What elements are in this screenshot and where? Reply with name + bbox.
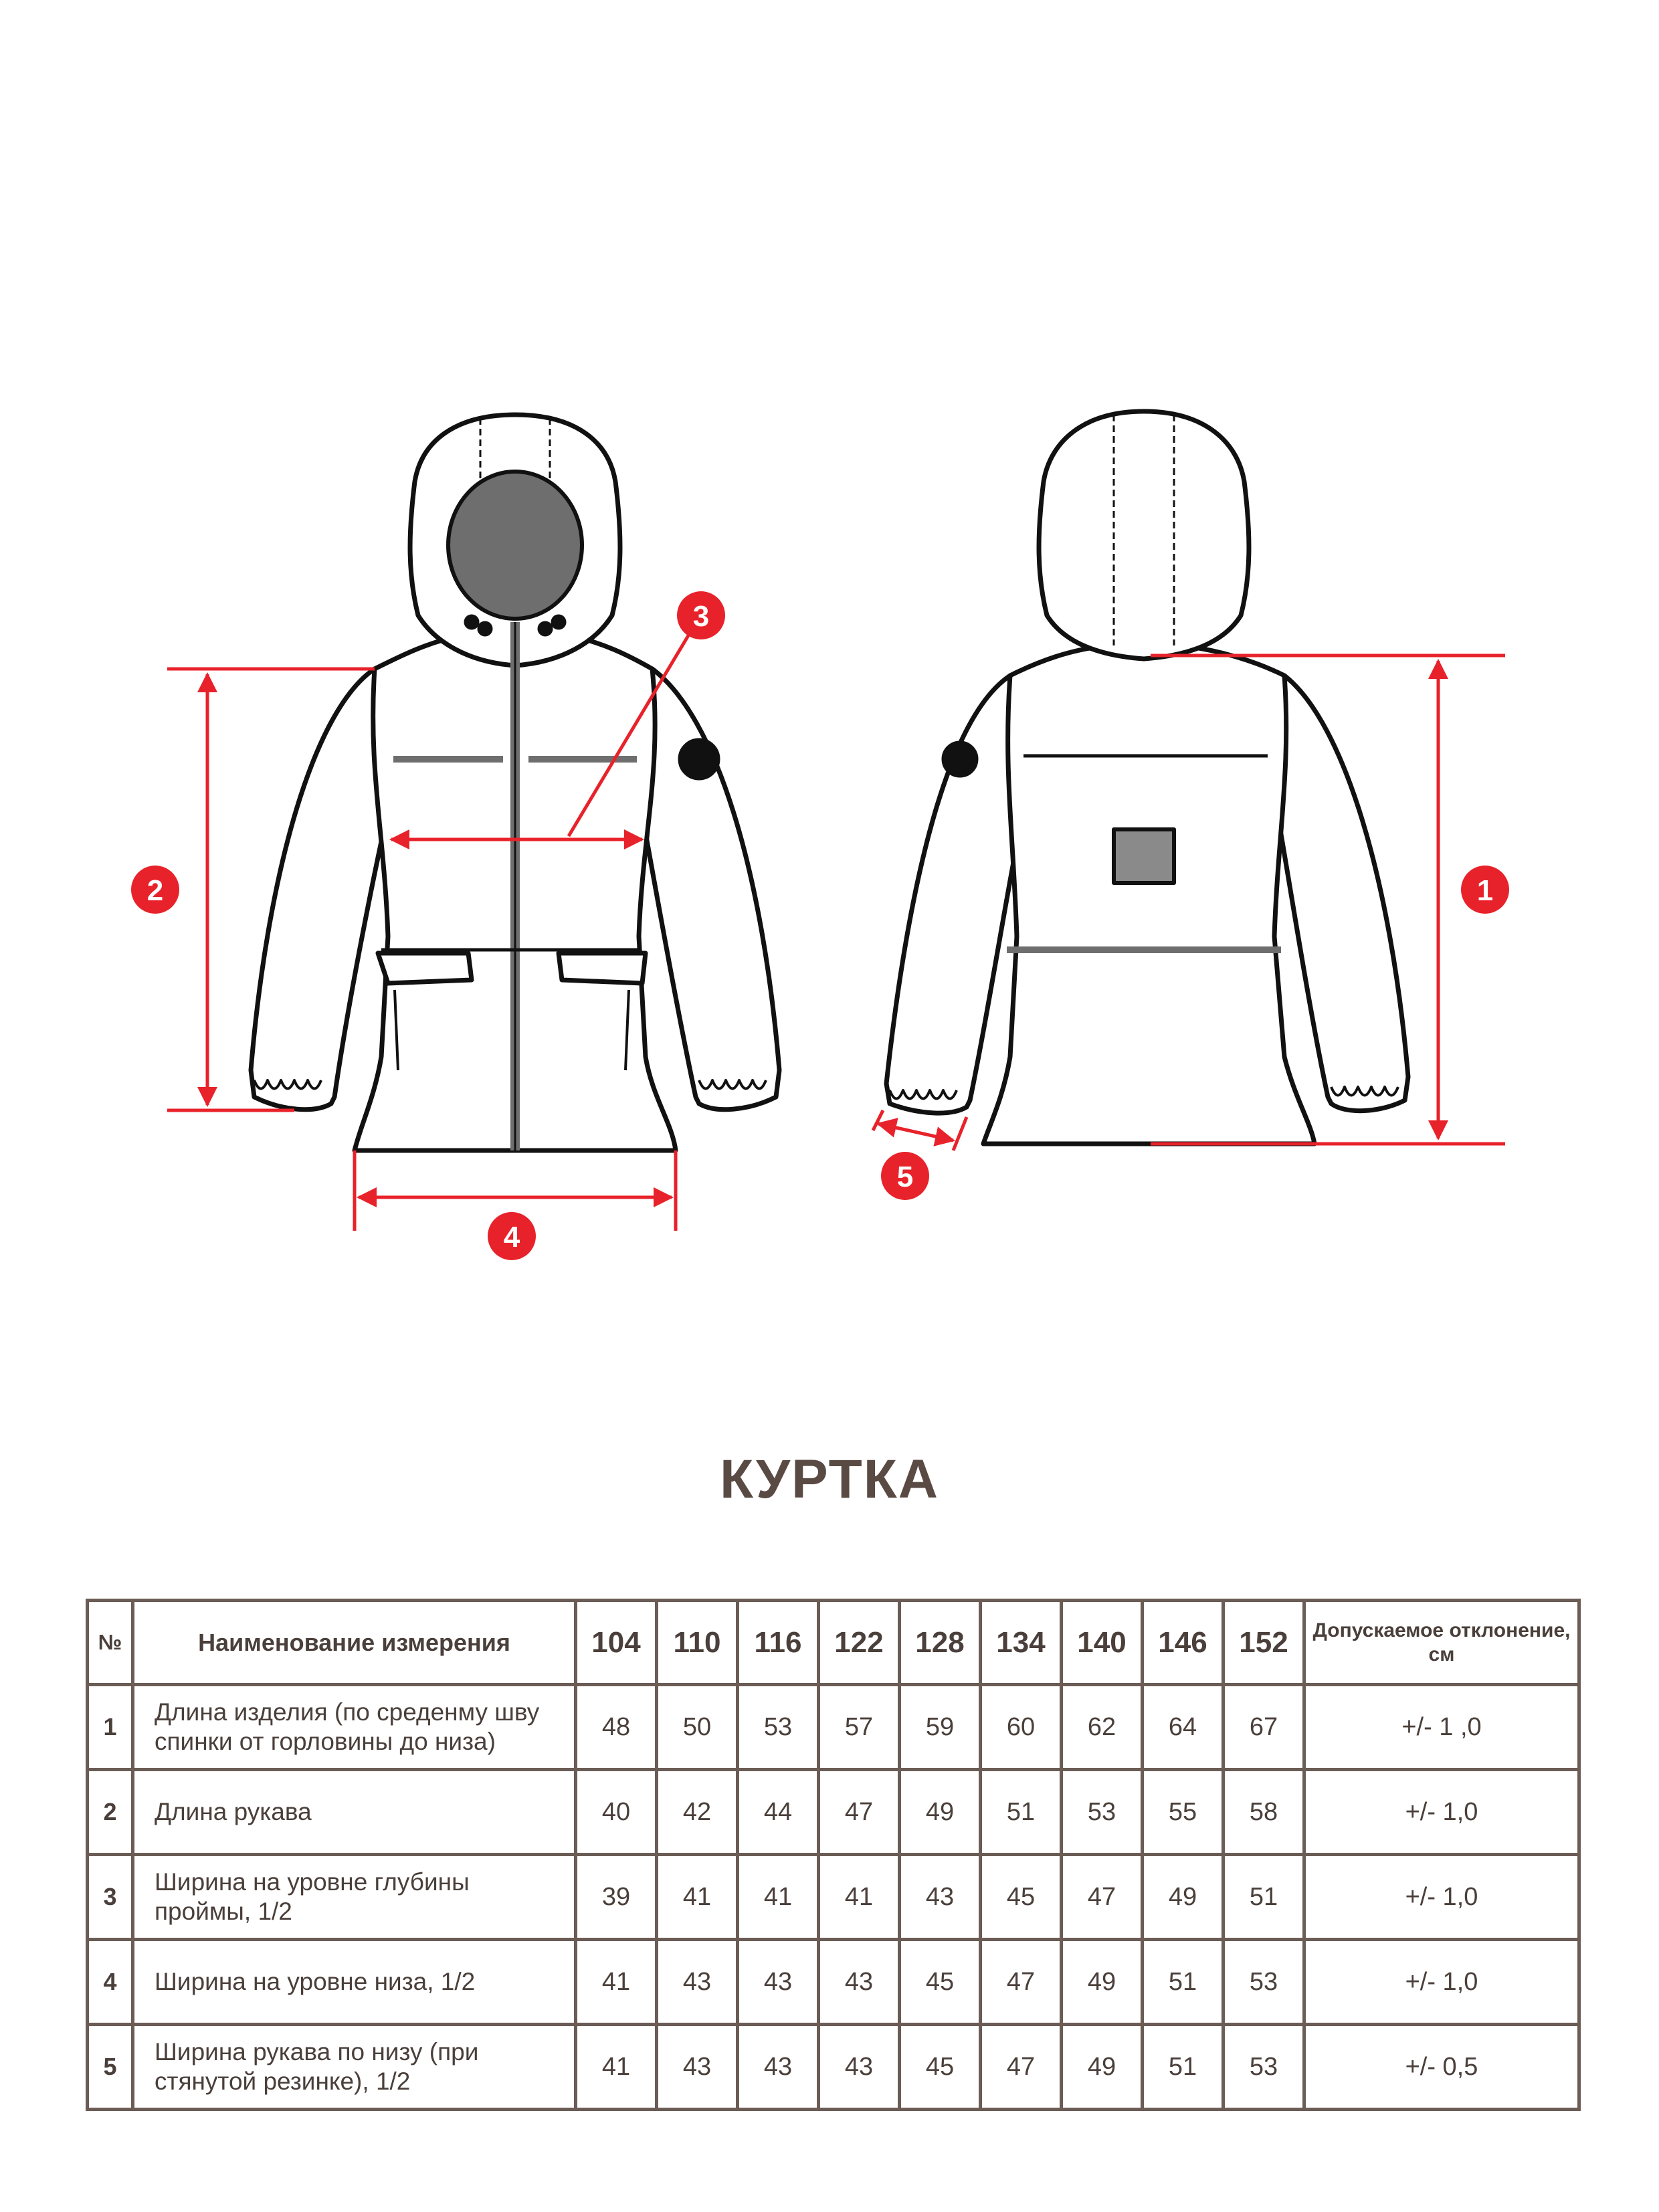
row-value: 59	[900, 1685, 981, 1770]
sleeve-logo-icon	[680, 740, 718, 778]
row-value: 53	[1062, 1770, 1143, 1855]
header-name: Наименование измерения	[133, 1601, 576, 1685]
front-right-sleeve	[639, 669, 779, 1110]
row-value: 51	[981, 1770, 1062, 1855]
row-value: 57	[819, 1685, 900, 1770]
row-num: 1	[88, 1685, 133, 1770]
row-tolerance: +/- 1,0	[1304, 1855, 1579, 1940]
marker-5	[881, 1152, 929, 1200]
row-value: 49	[1062, 1940, 1143, 2025]
jacket-back-view	[886, 411, 1408, 1144]
row-value: 50	[657, 1685, 738, 1770]
table-row	[88, 2025, 1579, 2110]
row-value: 47	[819, 1770, 900, 1855]
row-value: 43	[819, 1940, 900, 2025]
row-value: 53	[1224, 1940, 1304, 2025]
table-row	[88, 1685, 1579, 1770]
row-num: 5	[88, 2025, 133, 2110]
svg-text:3: 3	[692, 600, 710, 633]
row-value: 49	[1143, 1855, 1224, 1940]
row-value: 47	[1062, 1855, 1143, 1940]
row-value: 45	[900, 2025, 981, 2110]
row-tolerance: +/- 1,0	[1304, 1940, 1579, 2025]
row-value: 41	[576, 2025, 657, 2110]
table-header-row	[88, 1601, 1579, 1685]
table-row	[88, 1940, 1579, 2025]
row-name: Ширина на уровне низа, 1/2	[133, 1940, 576, 2025]
hood-opening	[448, 472, 582, 619]
row-value: 51	[1143, 2025, 1224, 2110]
row-value: 51	[1143, 1940, 1224, 2025]
svg-text:2: 2	[147, 874, 164, 907]
row-tolerance: +/- 1 ,0	[1304, 1685, 1579, 1770]
row-value: 42	[657, 1770, 738, 1855]
row-tolerance: +/- 1,0	[1304, 1770, 1579, 1855]
marker-2	[131, 866, 179, 914]
row-value: 41	[738, 1855, 819, 1940]
marker-1	[1461, 866, 1509, 914]
header-tolerance: Допускаемое отклонение, см	[1304, 1601, 1579, 1685]
back-label-patch	[1114, 829, 1174, 883]
header-num: №	[88, 1601, 133, 1685]
row-value: 43	[738, 2025, 819, 2110]
svg-text:4: 4	[503, 1221, 520, 1253]
svg-text:1: 1	[1476, 874, 1494, 907]
row-value: 64	[1143, 1685, 1224, 1770]
page-title: КУРТКА	[719, 1449, 940, 1510]
row-value: 45	[900, 1940, 981, 2025]
row-value: 43	[738, 1940, 819, 2025]
back-sleeve-logo-icon	[944, 743, 976, 775]
row-value: 41	[819, 1855, 900, 1940]
row-value: 43	[657, 1940, 738, 2025]
front-left-sleeve	[251, 669, 391, 1110]
row-tolerance: +/- 0,5	[1304, 2025, 1579, 2110]
row-value: 60	[981, 1685, 1062, 1770]
header-size: 122	[819, 1601, 900, 1685]
row-value: 55	[1143, 1770, 1224, 1855]
row-value: 41	[657, 1855, 738, 1940]
row-value: 39	[576, 1855, 657, 1940]
table-row	[88, 1855, 1579, 1940]
table-row	[88, 1770, 1579, 1855]
header-size: 146	[1143, 1601, 1224, 1685]
header-size: 116	[738, 1601, 819, 1685]
marker-3	[677, 591, 725, 639]
marker-4	[488, 1212, 536, 1260]
row-value: 49	[900, 1770, 981, 1855]
row-value: 53	[738, 1685, 819, 1770]
row-value: 53	[1224, 2025, 1304, 2110]
jacket-front-view	[251, 415, 779, 1150]
header-size: 134	[981, 1601, 1062, 1685]
row-value: 43	[900, 1855, 981, 1940]
header-size: 128	[900, 1601, 981, 1685]
pocket-flap-right	[559, 953, 646, 983]
row-value: 41	[576, 1940, 657, 2025]
row-value: 48	[576, 1685, 657, 1770]
row-value: 67	[1224, 1685, 1304, 1770]
row-value: 62	[1062, 1685, 1143, 1770]
header-size: 104	[576, 1601, 657, 1685]
row-value: 47	[981, 1940, 1062, 2025]
row-num: 3	[88, 1855, 133, 1940]
header-size: 152	[1224, 1601, 1304, 1685]
row-value: 43	[657, 2025, 738, 2110]
row-name: Длина изделия (по среденму шву спинки от горловины до низа)	[133, 1685, 576, 1770]
row-name: Ширина рукава по низу (при стянутой резинке), 1/2	[133, 2025, 576, 2110]
row-value: 43	[819, 2025, 900, 2110]
row-name: Ширина на уровне глубины проймы, 1/2	[133, 1855, 576, 1940]
row-num: 4	[88, 1940, 133, 2025]
back-hood	[1039, 411, 1249, 659]
back-body	[983, 645, 1314, 1144]
row-name: Длина рукава	[133, 1770, 576, 1855]
row-value: 40	[576, 1770, 657, 1855]
row-value: 45	[981, 1855, 1062, 1940]
row-value: 58	[1224, 1770, 1304, 1855]
header-size: 110	[657, 1601, 738, 1685]
header-size: 140	[1062, 1601, 1143, 1685]
svg-text:5: 5	[896, 1161, 914, 1193]
row-value: 44	[738, 1770, 819, 1855]
row-value: 47	[981, 2025, 1062, 2110]
size-table	[86, 1599, 1581, 2111]
pocket-flap-left	[378, 953, 472, 983]
row-value: 51	[1224, 1855, 1304, 1940]
row-num: 2	[88, 1770, 133, 1855]
back-right-sleeve	[1274, 676, 1408, 1111]
row-value: 49	[1062, 2025, 1143, 2110]
